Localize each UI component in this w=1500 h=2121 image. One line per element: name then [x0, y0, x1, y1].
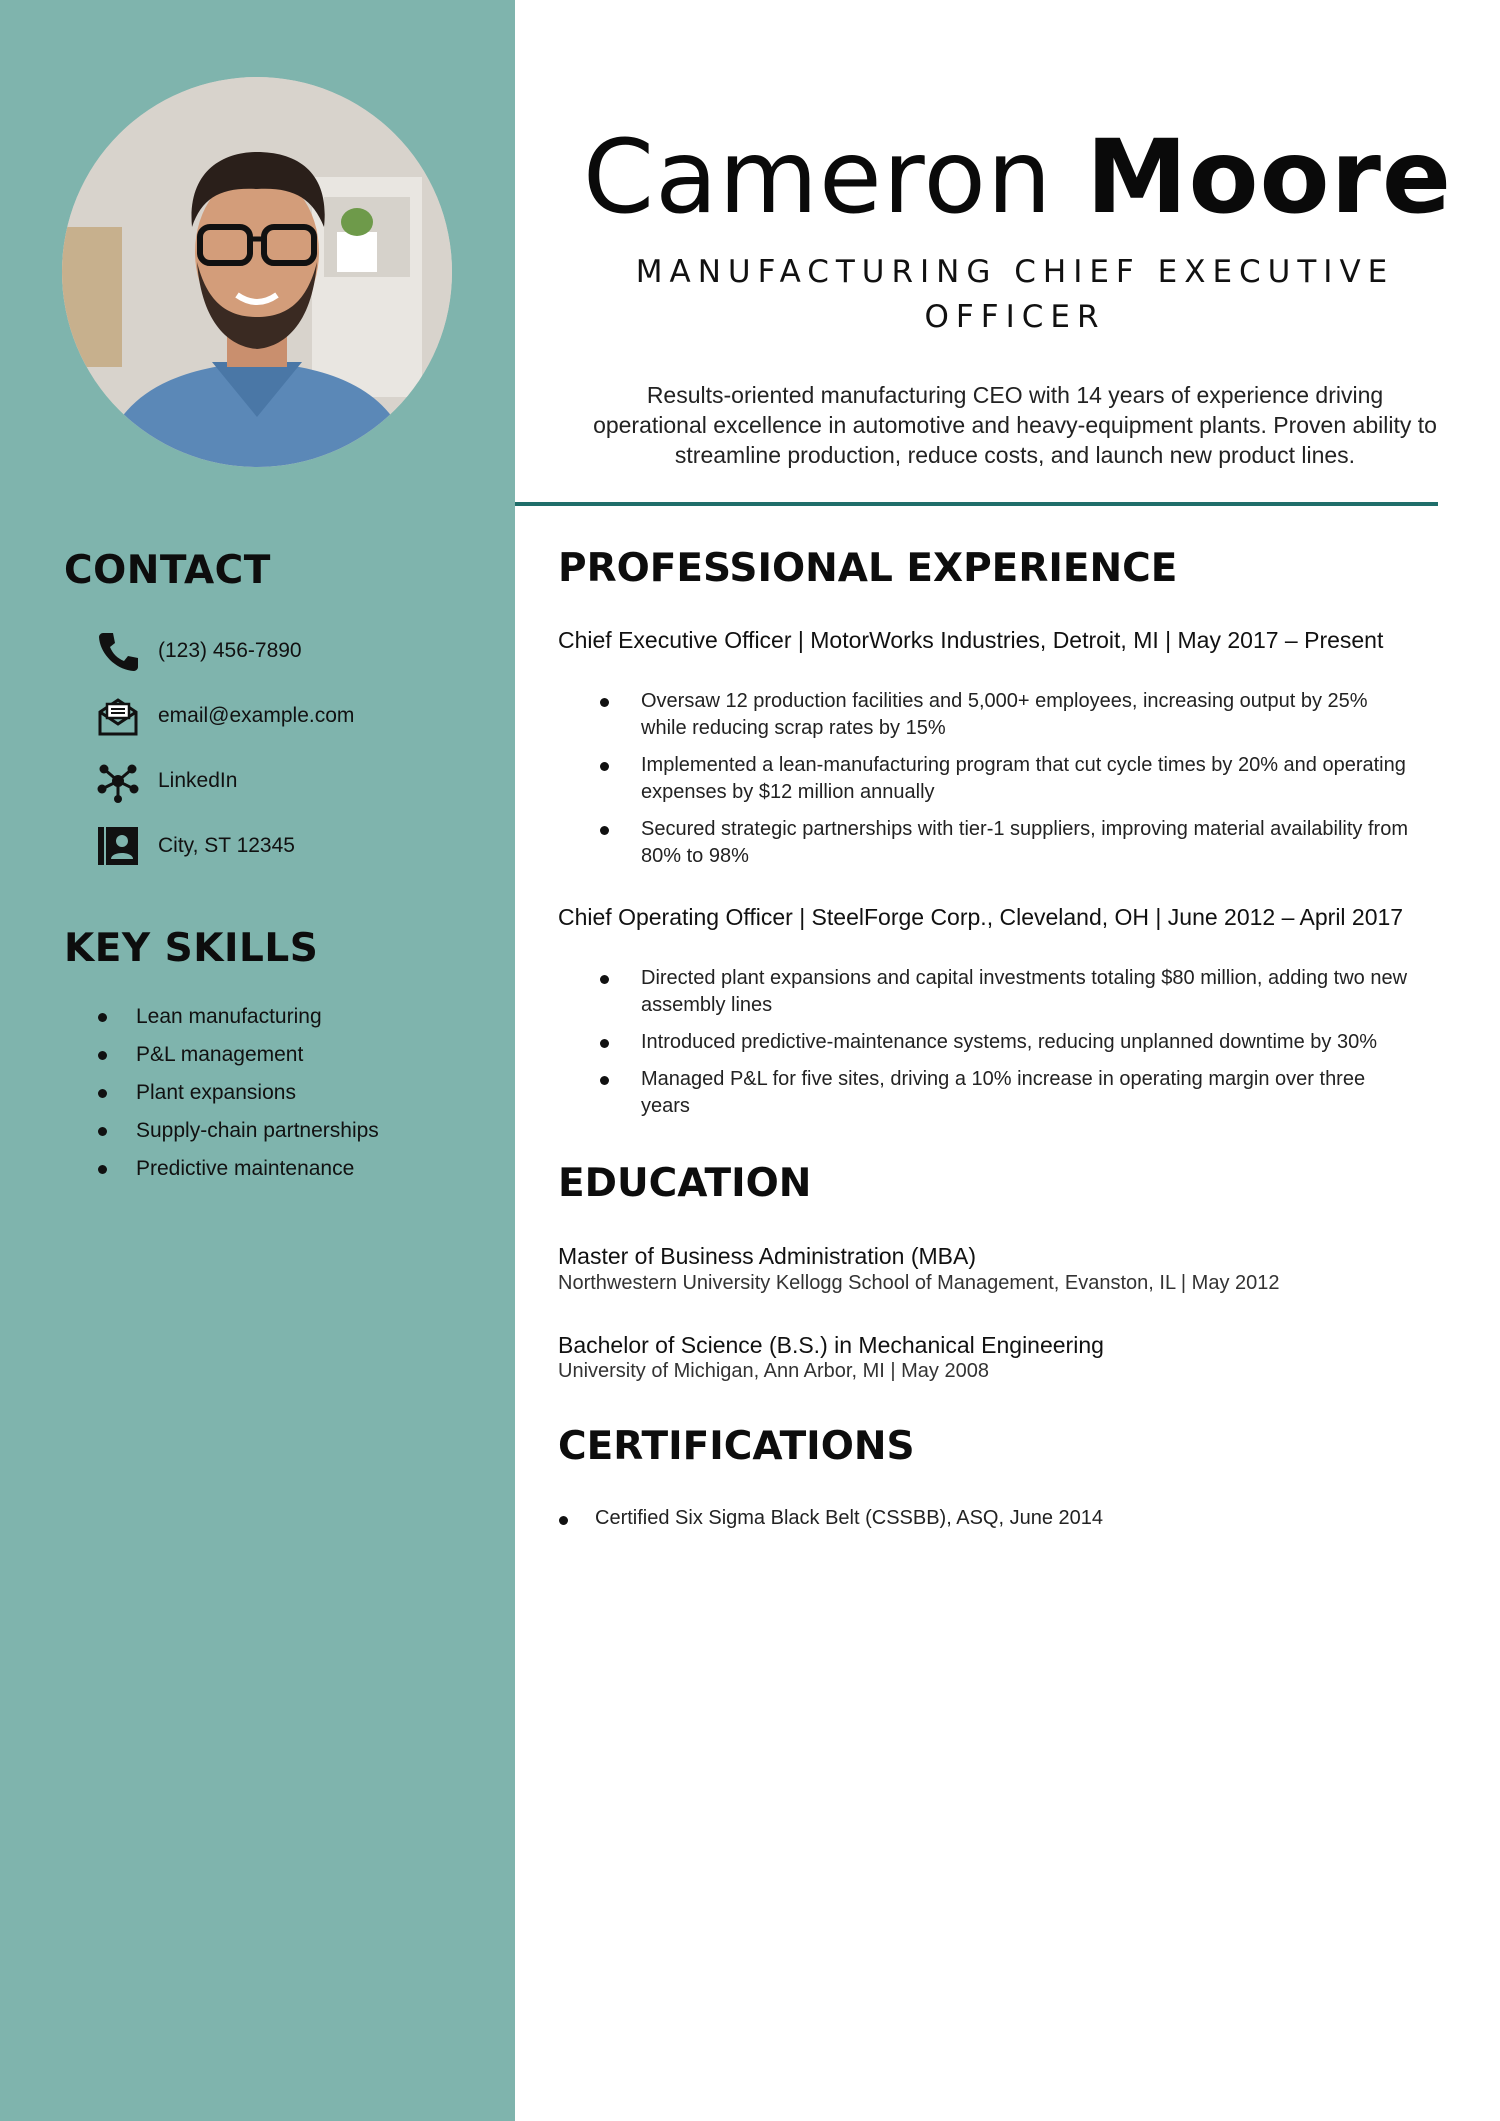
profile-photo [62, 77, 452, 467]
job-bullet: Implemented a lean-manufacturing program that cut cycle times by 20% and operating expenses by $12 million annually [585, 752, 1415, 806]
education-degree: Bachelor of Science (B.S.) in Mechanical Engineering [558, 1332, 1104, 1358]
job-details: | SteelForge Corp., Cleveland, OH | June 2012 – April 2017 [799, 904, 1404, 930]
main-content [515, 0, 1500, 2121]
education-school: Northwestern University Kellogg School of Management, Evanston, IL | May 2012 [558, 1272, 1280, 1294]
job-details: | MotorWorks Industries, Detroit, MI | May 2017 – Present [797, 627, 1384, 653]
skills-list [96, 998, 379, 1188]
candidate-name [515, 118, 1500, 238]
header-divider [515, 502, 1438, 506]
education-heading: EDUCATION [558, 1161, 812, 1206]
contact-email[interactable] [94, 692, 354, 740]
certifications-list [558, 1505, 1103, 1532]
job-bullet: Secured strategic partnerships with tier-1 suppliers, improving material availability from 80% to 98% [585, 816, 1415, 870]
job-bullet: Managed P&L for five sites, driving a 10% increase in operating margin over three years [585, 1066, 1415, 1120]
skill-item: P&L management [96, 1036, 379, 1074]
job-role: Chief Operating Officer [558, 904, 793, 930]
phone-icon [94, 627, 142, 675]
experience-heading: PROFESSIONAL EXPERIENCE [558, 546, 1178, 591]
sidebar [0, 0, 515, 2121]
contact-address [94, 822, 295, 870]
summary: Results-oriented manufacturing CEO with 14 years of experience driving operational excellence in automotive and heavy-equipment plants. Proven ability to streamline production, reduce costs, and launch new product lines. [593, 382, 1437, 468]
linkedin-icon [94, 757, 142, 805]
job-title-line [558, 904, 1403, 931]
certifications-heading: CERTIFICATIONS [558, 1424, 915, 1469]
contact-linkedin[interactable] [94, 757, 237, 805]
contact-phone [94, 627, 302, 675]
skill-item: Lean manufacturing [96, 998, 379, 1036]
phone-text: (123) 456-7890 [158, 639, 302, 662]
email-text[interactable]: email@example.com [158, 704, 355, 727]
job-title-line [558, 627, 1383, 654]
job-role: Chief Executive Officer [558, 627, 792, 653]
address-card-icon [94, 822, 142, 870]
email-icon [94, 692, 142, 740]
job-bullets [585, 688, 1415, 880]
contact-heading: CONTACT [64, 548, 271, 593]
portrait-image [62, 77, 452, 467]
first-name: Cameron [582, 118, 1053, 237]
job-bullet: Introduced predictive-maintenance systems, reducing unplanned downtime by 30% [585, 1029, 1415, 1056]
education-degree: Master of Business Administration (MBA) [558, 1243, 976, 1269]
job-bullets [585, 965, 1415, 1130]
certification-item: Certified Six Sigma Black Belt (CSSBB), ASQ, June 2014 [558, 1505, 1103, 1532]
job-bullet: Directed plant expansions and capital investments totaling $80 million, adding two new assembly lines [585, 965, 1415, 1019]
address-text: City, ST 12345 [158, 834, 295, 857]
skill-item: Predictive maintenance [96, 1150, 379, 1188]
skill-item: Plant expansions [96, 1074, 379, 1112]
key-skills-heading: KEY SKILLS [64, 926, 319, 971]
linkedin-text[interactable]: LinkedIn [158, 769, 238, 792]
last-name: Moore [1085, 118, 1453, 237]
job-bullet: Oversaw 12 production facilities and 5,000+ employees, increasing output by 25% while reducing scrap rates by 15% [585, 688, 1415, 742]
education-school: University of Michigan, Ann Arbor, MI | May 2008 [558, 1360, 989, 1382]
job-title: MANUFACTURING CHIEF EXECUTIVE OFFICER [635, 254, 1395, 335]
skill-item: Supply-chain partnerships [96, 1112, 379, 1150]
